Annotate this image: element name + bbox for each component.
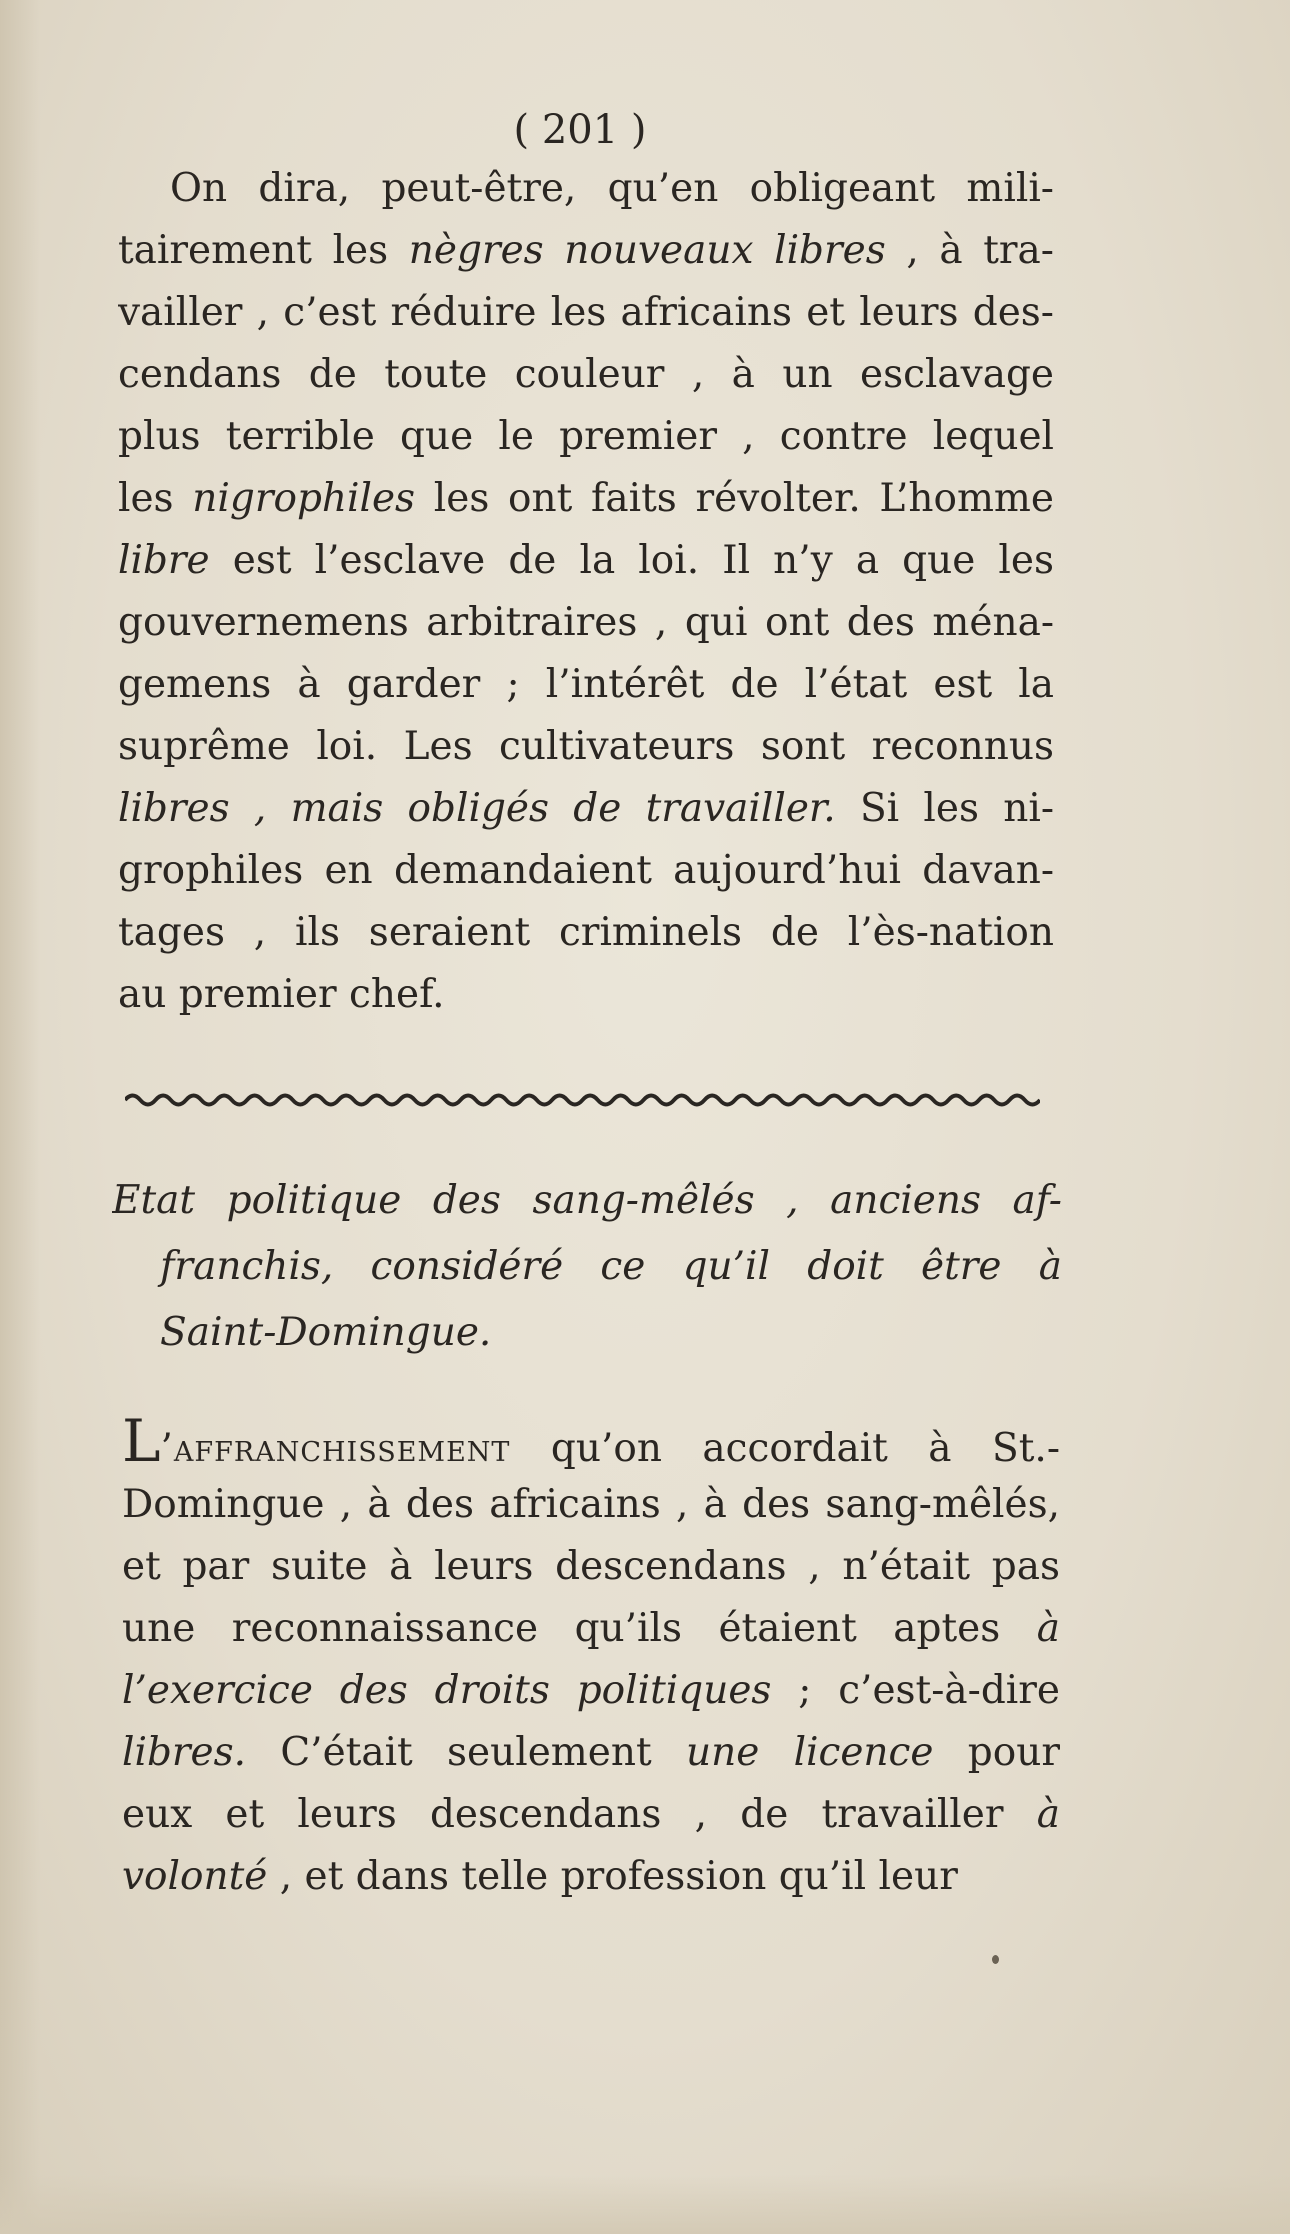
text-line: les nigrophiles les ont faits révolter. L’homme — [118, 476, 1054, 521]
text-line: l’exercice des droits politiques ; c’est-à-dire — [122, 1668, 1060, 1713]
section-heading — [112, 1168, 1062, 1366]
heading-line: Saint-Domingue. — [160, 1310, 492, 1355]
paper-fleck — [992, 1955, 999, 1964]
heading-line: franchis, considéré ce qu’il doit être à — [160, 1244, 1062, 1289]
text-line: tairement les nègres nouveaux libres , à tra- — [118, 228, 1054, 273]
text-line: plus terrible que le premier , contre lequel — [118, 414, 1054, 459]
text-line: grophiles en demandaient aujourd’hui davan- — [118, 848, 1054, 893]
text-line: gemens à garder ; l’intérêt de l’état est la — [118, 662, 1054, 707]
text-line: suprême loi. Les cultivateurs sont reconnus — [118, 724, 1054, 769]
page-number: ( 201 ) — [513, 107, 647, 153]
drop-cap: L — [122, 1412, 161, 1474]
text-line: On dira, peut-être, qu’en obligeant mili- — [170, 166, 1054, 211]
text-line: une reconnaissance qu’ils étaient aptes à — [122, 1606, 1060, 1651]
small-caps-word: ’affranchissement — [160, 1426, 511, 1471]
text-line: libre est l’esclave de la loi. Il n’y a que les — [118, 538, 1054, 583]
text-line: libres. C’était seulement une licence pour — [122, 1730, 1060, 1775]
text-line: Domingue , à des africains , à des sang-mêlés, — [122, 1482, 1060, 1527]
text-line: au premier chef. — [118, 972, 445, 1017]
text-line: eux et leurs descendans , de travailler à — [122, 1792, 1060, 1837]
text-line: volonté , et dans telle profession qu’il leur — [122, 1854, 958, 1899]
text-line: gouvernemens arbitraires , qui ont des ména- — [118, 600, 1054, 645]
text-line: cendans de toute couleur , à un esclavage — [118, 352, 1054, 397]
text-line: et par suite à leurs descendans , n’était pas — [122, 1544, 1060, 1589]
text-line: libres , mais obligés de travailler. Si les ni- — [118, 786, 1054, 831]
page-shadow-left — [0, 0, 40, 2234]
paragraph-2 — [122, 1412, 1060, 1908]
text-line: tages , ils seraient criminels de l’ès-nation — [118, 910, 1054, 955]
page-shadow-bottom — [0, 2174, 1290, 2234]
text-line: vailler , c’est réduire les africains et leurs des- — [118, 290, 1054, 335]
wavy-divider — [125, 1087, 1040, 1113]
text-line: L’affranchissement qu’on accordait à St.- — [122, 1412, 1060, 1474]
paragraph-1 — [118, 158, 1054, 1026]
heading-line: Etat politique des sang-mêlés , anciens af- — [112, 1178, 1062, 1223]
